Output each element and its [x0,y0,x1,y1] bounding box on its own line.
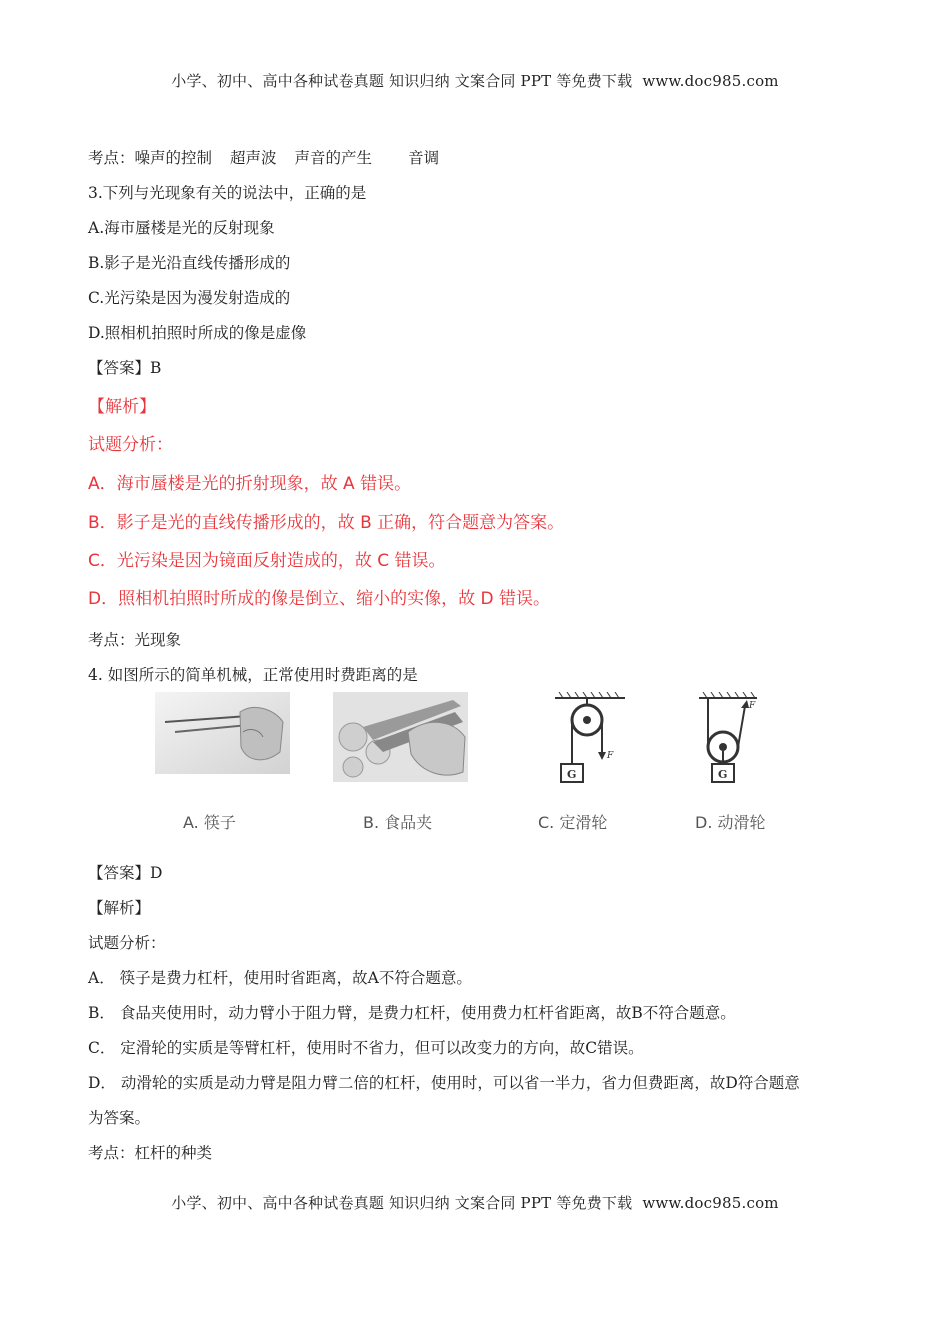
q3-answer: 【答案】B [88,359,162,377]
force-label: F [607,751,614,761]
figure-c [538,692,630,832]
figure-b [333,692,468,832]
kaodian-label: 考点： [88,149,135,167]
q3-stem: 3.下列与光现象有关的说法中，正确的是 [88,184,367,202]
q3-option-b: B.影子是光沿直线传播形成的 [88,254,291,272]
q4-analysis-title: 试题分析： [88,934,166,952]
q4-analysis-a: A． 筷子是费力杠杆，使用时省距离，故A不符合题意。 [88,969,472,987]
figure-c-caption: C. 定滑轮 [538,813,608,832]
figure-a [155,692,290,832]
food-tongs-photo-icon [333,692,468,782]
weight-label: G [567,768,577,781]
kaodian-item: 音调 [408,149,440,167]
figure-a-caption: A. 筷子 [183,813,236,832]
q4-kaodian: 考点：杠杆的种类 [88,1144,213,1162]
movable-pulley-diagram-icon [695,692,780,792]
figure-b-caption: B. 食品夹 [363,813,433,832]
q3-kaodian: 考点：光现象 [88,631,182,649]
figure-d [695,692,780,832]
q4-analysis-c: C． 定滑轮的实质是等臂杠杆，使用时不省力，但可以改变力的方向，故C错误。 [88,1039,644,1057]
q2-kaodian [88,146,439,168]
q4-stem: 4. 如图所示的简单机械，正常使用时费距离的是 [88,666,418,684]
force-label: F [749,701,756,711]
q3-jiexi: 【解析】 [88,397,156,417]
q4-jiexi: 【解析】 [88,899,151,917]
kaodian-item: 超声波 [230,149,277,167]
q4-figures [155,692,785,837]
q3-option-d: D.照相机拍照时所成的像是虚像 [88,324,307,342]
q3-option-a: A.海市蜃楼是光的反射现象 [88,219,275,237]
q3-analysis-d: D．照相机拍照时所成的像是倒立、缩小的实像，故 D 错误。 [88,589,550,609]
fixed-pulley-diagram-icon [545,692,630,792]
chopsticks-photo-icon [155,692,290,774]
kaodian-item: 噪声的控制 [134,149,213,167]
page-header [0,70,950,91]
kaodian-item: 声音的产生 [294,149,373,167]
page-footer [0,1192,950,1213]
weight-label: G [718,768,728,781]
q3-analysis-title: 试题分析： [88,435,173,455]
q3-analysis-c: C．光污染是因为镜面反射造成的，故 C 错误。 [88,551,446,571]
header-text: 小学、初中、高中各种试卷真题 知识归纳 文案合同 PPT 等免费下载 [171,72,633,90]
footer-text: 小学、初中、高中各种试卷真题 知识归纳 文案合同 PPT 等免费下载 [171,1194,633,1212]
footer-url: www.doc985.com [642,1194,779,1212]
q3-analysis-b: B．影子是光的直线传播形成的，故 B 正确，符合题意为答案。 [88,513,565,533]
q4-analysis-b: B． 食品夹使用时，动力臂小于阻力臂，是费力杠杆，使用费力杠杆省距离，故B不符合题意。 [88,1004,736,1022]
q3-option-c: C.光污染是因为漫发射造成的 [88,289,291,307]
q3-analysis-a: A．海市蜃楼是光的折射现象，故 A 错误。 [88,474,412,494]
q4-answer: 【答案】D [88,864,163,882]
q4-analysis-d-cont: 为答案。 [88,1109,151,1127]
header-url: www.doc985.com [642,72,779,90]
figure-d-caption: D. 动滑轮 [695,813,766,832]
q4-analysis-d: D． 动滑轮的实质是动力臂是阻力臂二倍的杠杆，使用时，可以省一半力，省力但费距离，故D符合题意 [88,1074,800,1092]
